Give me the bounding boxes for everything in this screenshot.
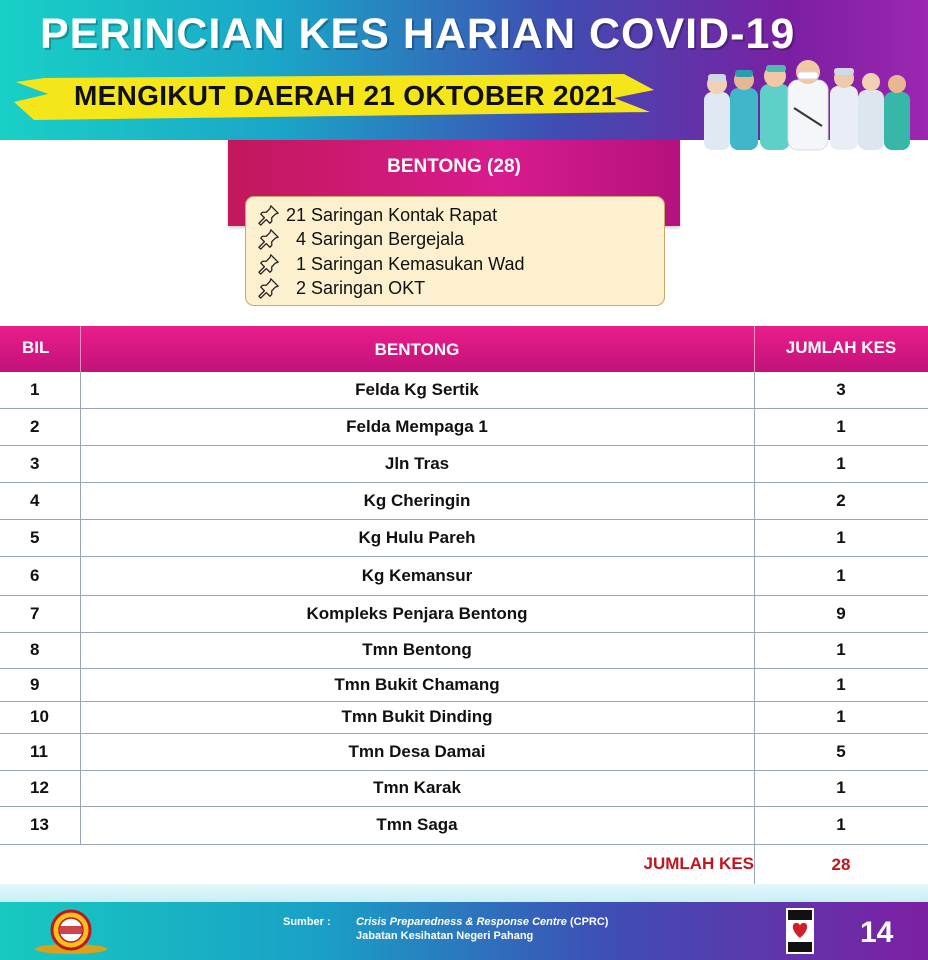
table-row xyxy=(0,445,928,483)
column-divider xyxy=(754,372,755,844)
case-count: 1 xyxy=(836,565,846,585)
healthcare-workers-illustration xyxy=(690,58,920,154)
row-number: 3 xyxy=(30,453,40,473)
case-count: 1 xyxy=(836,707,846,726)
page-title: PERINCIAN KES HARIAN COVID-19 xyxy=(40,10,796,58)
area-name: Felda Mempaga 1 xyxy=(346,416,488,436)
screening-item xyxy=(258,203,497,227)
source-label: Sumber : xyxy=(283,916,331,928)
pushpin-icon xyxy=(258,204,280,226)
case-count: 2 xyxy=(836,490,846,510)
table-row xyxy=(0,770,928,807)
table-row xyxy=(0,556,928,596)
total-value: 28 xyxy=(831,855,851,874)
district-label: BENTONG (28) xyxy=(387,156,521,177)
area-name: Kg Kemansur xyxy=(361,565,473,585)
table-row xyxy=(0,519,928,557)
area-name: Kg Cheringin xyxy=(363,490,471,510)
row-number: 9 xyxy=(30,674,40,694)
pushpin-icon xyxy=(258,277,280,299)
column-header-area: BENTONG xyxy=(374,340,460,359)
area-name: Tmn Bukit Chamang xyxy=(334,674,500,694)
row-number: 8 xyxy=(30,640,40,659)
case-count: 1 xyxy=(836,674,846,694)
page-subtitle: MENGIKUT DAERAH 21 OKTOBER 2021 xyxy=(74,80,617,111)
column-header-bil: BIL xyxy=(22,338,50,357)
table-header xyxy=(0,326,928,372)
column-divider xyxy=(80,372,81,844)
row-number: 7 xyxy=(30,603,40,623)
total-label: JUMLAH KES xyxy=(643,854,754,873)
table-row xyxy=(0,733,928,771)
row-number: 13 xyxy=(30,815,49,834)
area-name: Tmn Karak xyxy=(373,778,461,797)
case-count: 5 xyxy=(836,741,846,761)
row-number: 5 xyxy=(30,527,40,547)
table-row xyxy=(0,408,928,446)
screening-item xyxy=(258,276,425,300)
table-row xyxy=(0,806,928,845)
total-row xyxy=(0,844,928,884)
case-count: 1 xyxy=(836,778,846,797)
screening-item-label: 1 Saringan Kemasukan Wad xyxy=(296,253,525,274)
area-name: Felda Kg Sertik xyxy=(355,380,479,399)
table-row xyxy=(0,372,928,409)
area-name: Tmn Saga xyxy=(376,815,458,834)
area-name: Tmn Bentong xyxy=(362,640,472,659)
koi-nak-bersih-logo xyxy=(786,908,814,954)
table-row xyxy=(0,482,928,520)
screening-item-label: 4 Saringan Bergejala xyxy=(296,228,465,249)
table-row xyxy=(0,595,928,633)
source-organisation-name: Crisis Preparedness & Response Centre xyxy=(356,916,567,928)
area-name: Tmn Bukit Dinding xyxy=(341,707,493,726)
area-name: Jln Tras xyxy=(384,453,450,473)
pushpin-icon xyxy=(258,228,280,250)
row-number: 1 xyxy=(30,380,40,399)
screening-item xyxy=(258,227,464,251)
row-number: 12 xyxy=(30,778,49,797)
pushpin-icon xyxy=(258,253,280,275)
case-count: 1 xyxy=(836,527,846,547)
row-number: 6 xyxy=(30,565,40,585)
case-count: 1 xyxy=(836,416,846,436)
page-number: 14 xyxy=(860,916,894,949)
row-number: 4 xyxy=(30,490,40,510)
row-number: 2 xyxy=(30,416,40,436)
screening-summary-box xyxy=(245,196,665,306)
source-organisation-abbr: (CPRC) xyxy=(566,916,609,928)
jkn-logo xyxy=(30,906,112,956)
area-name: Tmn Desa Damai xyxy=(348,741,486,761)
case-count: 1 xyxy=(836,640,846,659)
area-name: Kompleks Penjara Bentong xyxy=(306,603,528,623)
screening-item-label: 21 Saringan Kontak Rapat xyxy=(286,204,498,225)
column-header-count: JUMLAH KES xyxy=(785,338,897,357)
source-organisation xyxy=(356,916,608,928)
table-row xyxy=(0,668,928,702)
table-row xyxy=(0,632,928,669)
area-name: Kg Hulu Pareh xyxy=(358,527,476,547)
case-count: 1 xyxy=(836,815,846,834)
footer-band xyxy=(0,884,928,902)
table-row xyxy=(0,701,928,734)
screening-item xyxy=(258,252,524,276)
case-count: 9 xyxy=(836,603,846,623)
screening-item-label: 2 Saringan OKT xyxy=(296,277,426,298)
case-count: 3 xyxy=(836,380,846,399)
source-department: Jabatan Kesihatan Negeri Pahang xyxy=(356,930,534,942)
case-count: 1 xyxy=(836,453,846,473)
row-number: 11 xyxy=(30,741,48,761)
row-number: 10 xyxy=(30,707,49,726)
